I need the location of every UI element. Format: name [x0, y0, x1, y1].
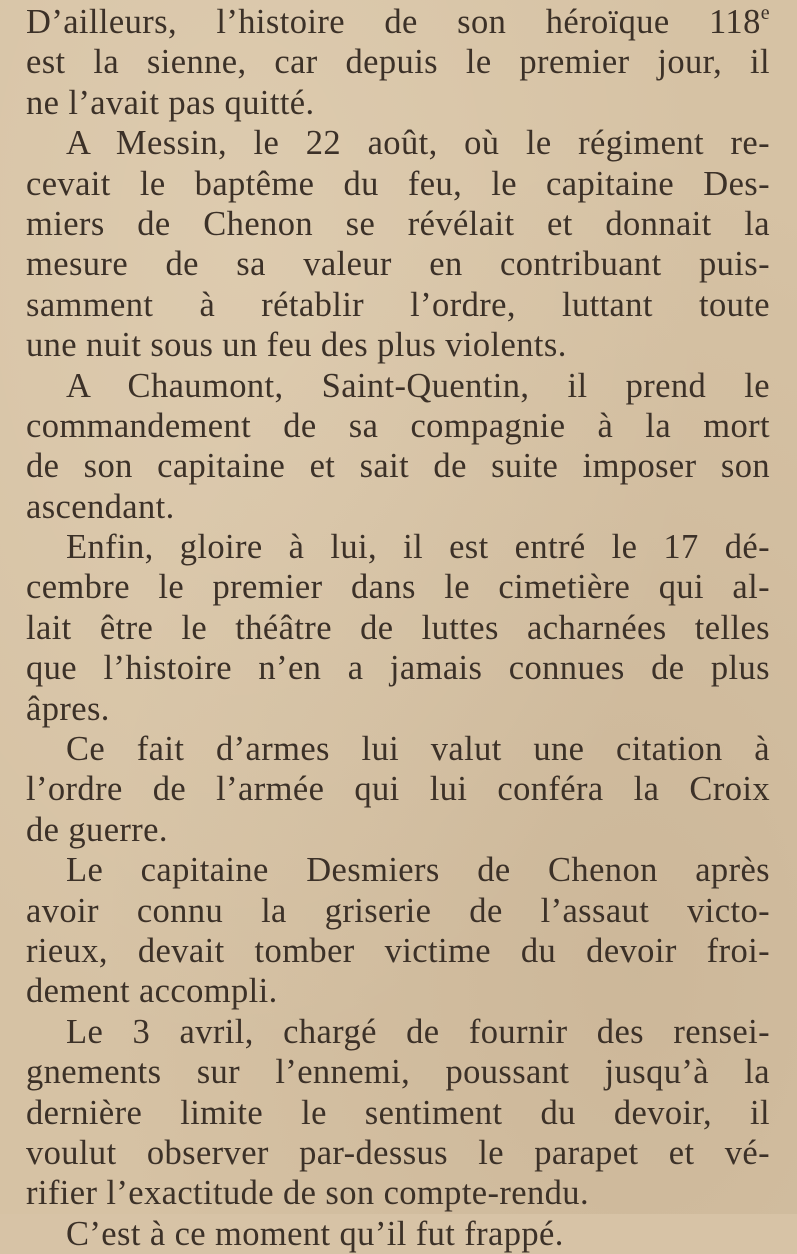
text-line: miers de Chenon se révélait et donnait la: [26, 204, 770, 243]
text-line: âpres.: [26, 689, 110, 728]
text-line: ascendant.: [26, 487, 175, 526]
text-line: commandement de sa compagnie à la mort: [26, 406, 770, 445]
text-line: Le capitaine Desmiers de Chenon après: [66, 851, 770, 890]
text-line: rifier l’exactitude de son compte-rendu.: [26, 1174, 589, 1213]
text-line-content: D’ailleurs, l’histoire de son héroïque 118: [26, 3, 761, 41]
text-line: Enfin, gloire à lui, il est entré le 17 dé-: [66, 528, 770, 567]
text-line: Le 3 avril, chargé de fournir des rensei-: [66, 1012, 770, 1051]
text-line: que l’histoire n’en a jamais connues de plus: [26, 649, 770, 688]
text-line: dernière limite le sentiment du devoir, il: [26, 1093, 770, 1132]
ordinal-superscript: e: [760, 2, 770, 24]
text-line: [26, 2, 770, 42]
paragraph-2: [26, 123, 770, 365]
paragraph-3: [26, 366, 770, 528]
paragraph-8: [26, 1214, 770, 1254]
text-line: A Chaumont, Saint-Quentin, il prend le: [66, 366, 770, 405]
paragraph-5: [26, 729, 770, 850]
text-line: dement accompli.: [26, 972, 278, 1011]
text-line: de son capitaine et sait de suite imposer son: [26, 447, 770, 486]
text-line: lait être le théâtre de luttes acharnées telles: [26, 608, 770, 647]
text-line: gnements sur l’ennemi, poussant jusqu’à la: [26, 1053, 770, 1092]
article-column: [26, 2, 770, 1254]
text-line: mesure de sa valeur en contribuant puis-: [26, 245, 770, 284]
text-line: samment à rétablir l’ordre, luttant toute: [26, 285, 770, 324]
text-line: cevait le baptême du feu, le capitaine Des-: [26, 164, 770, 203]
text-line: une nuit sous un feu des plus violents.: [26, 326, 567, 365]
text-line: de guerre.: [26, 810, 168, 849]
text-line: voulut observer par-dessus le parapet et vé-: [26, 1133, 770, 1172]
text-line: avoir connu la griserie de l’assaut victo-: [26, 891, 770, 930]
paragraph-6: [26, 850, 770, 1012]
paragraph-1: [26, 2, 770, 123]
text-line: C’est à ce moment qu’il fut frappé.: [66, 1214, 564, 1253]
text-line: ne l’avait pas quitté.: [26, 83, 315, 122]
text-line: l’ordre de l’armée qui lui conféra la Croix: [26, 770, 770, 809]
text-line: A Messin, le 22 août, où le régiment re-: [66, 124, 770, 163]
text-line: Ce fait d’armes lui valut une citation à: [66, 730, 770, 769]
paragraph-4: [26, 527, 770, 729]
text-line: rieux, devait tomber victime du devoir froi-: [26, 931, 770, 970]
text-line: est la sienne, car depuis le premier jour, il: [26, 43, 770, 82]
text-line: cembre le premier dans le cimetière qui al-: [26, 568, 770, 607]
paragraph-7: [26, 1012, 770, 1214]
